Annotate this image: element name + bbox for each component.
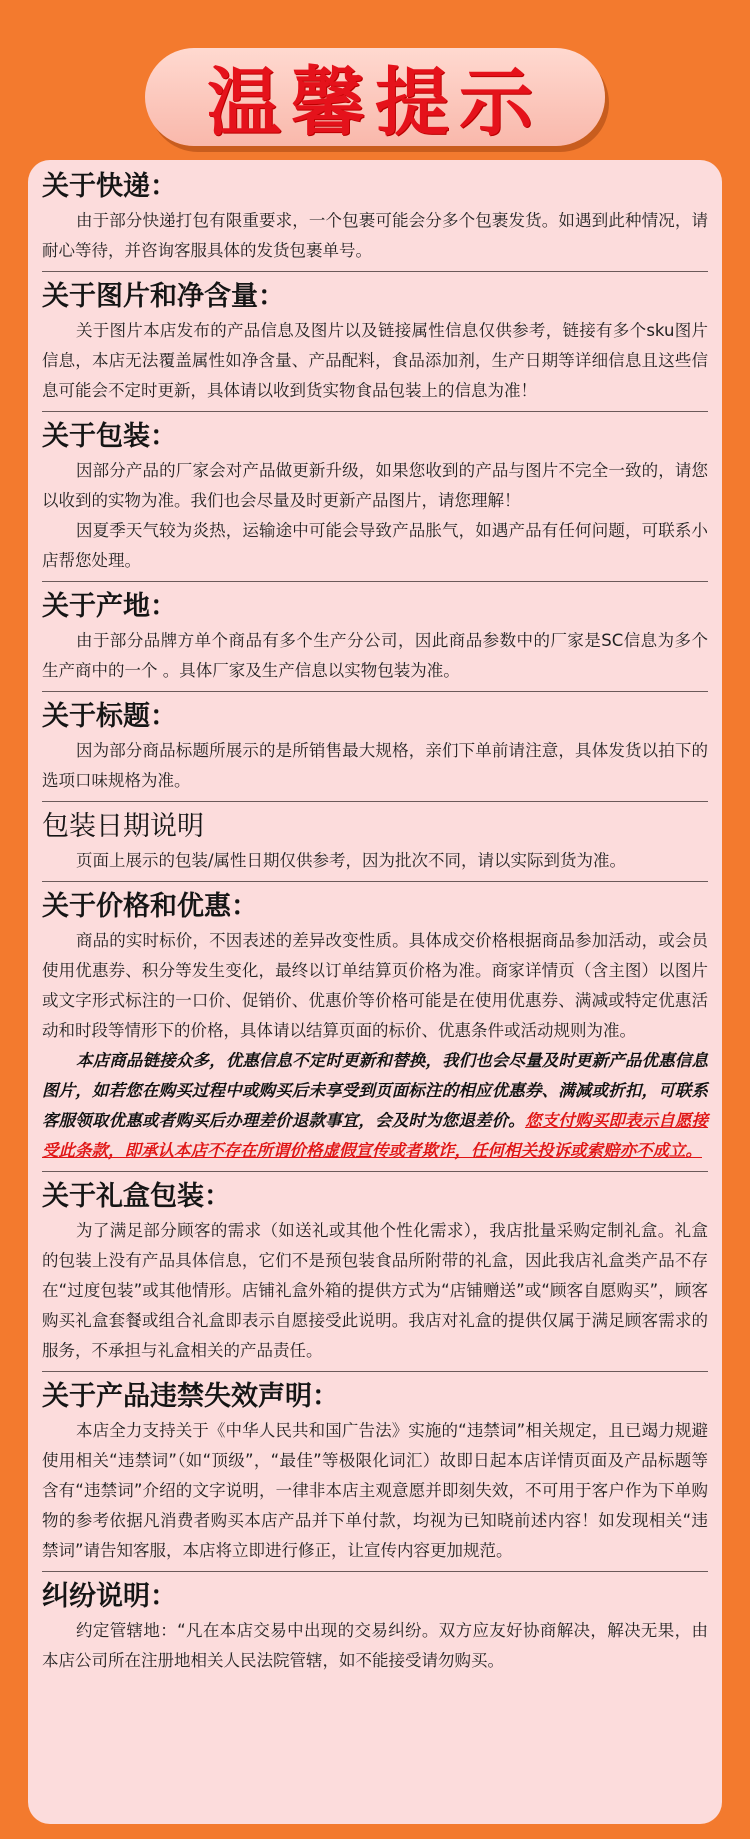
section-express bbox=[42, 168, 708, 272]
section-title: 关于礼盒包装： bbox=[42, 1181, 231, 1212]
section-title: 关于标题： bbox=[42, 701, 177, 732]
notice-panel bbox=[28, 160, 722, 1824]
section-text: 关于图片本店发布的产品信息及图片以及链接属性信息仅供参考，链接有多个sku图片信息，本店无法覆盖属性如净含量、产品配料，食品添加剂，生产日期等详细信息且这些信息可能会不定时更新，具体请以收到货实物食品包装上的信息为准！ bbox=[42, 321, 708, 400]
section-title: 纠纷说明： bbox=[42, 1581, 177, 1612]
section-text: 为了满足部分顾客的需求（如送礼或其他个性化需求），我店批量采购定制礼盒。礼盒的包装上没有产品具体信息，它们不是预包装食品所附带的礼盒，因此我店礼盒类产品不存在“过度包装”或其他情形。店铺礼盒外箱的提供方式为“店铺赠送”或“顾客自愿购买”，顾客购买礼盒套餐或组合礼盒即表示自愿接受此说明。我店对礼盒的提供仅属于满足顾客需求的服务，不承担与礼盒相关的产品责任。 bbox=[42, 1221, 708, 1360]
section-text: 页面上展示的包装/属性日期仅供参考，因为批次不同，请以实际到货为准。 bbox=[76, 851, 627, 870]
section-title: 关于产地： bbox=[42, 591, 177, 622]
section-images bbox=[42, 278, 708, 412]
header-banner bbox=[145, 48, 605, 146]
section-text: 因部分产品的厂家会对产品做更新升级，如果您收到的产品与图片不完全一致的，请您以收到的实物为准。我们也会尽量及时更新产品图片，请您理解！ bbox=[42, 461, 708, 510]
pricing-notice-red: 您支付购买即表示自愿接受此条款，即承认本店不存在所谓价格虚假宣传或者欺诈，任何相关投诉或索赔亦不成立。 bbox=[42, 1111, 709, 1160]
section-title: 关于价格和优惠： bbox=[42, 891, 258, 922]
section-titles bbox=[42, 698, 708, 802]
section-title: 关于包装： bbox=[42, 421, 177, 452]
section-dispute bbox=[42, 1578, 708, 1676]
section-title: 关于产品违禁失效声明： bbox=[42, 1381, 339, 1412]
section-packaging bbox=[42, 418, 708, 582]
page-title: 温馨提示 bbox=[207, 60, 543, 146]
section-text: 商品的实时标价，不因表述的差异改变性质。具体成交价格根据商品参加活动，或会员使用优惠券、积分等发生变化，最终以订单结算页价格为准。商家详情页（含主图）以图片或文字形式标注的一口价、促销价、优惠价等价格可能是在使用优惠券、满减或特定优惠活动和时段等情形下的价格，具体请以结算页面的标价、优惠条件或活动规则为准。 bbox=[42, 931, 708, 1040]
section-title: 包装日期说明 bbox=[42, 811, 204, 842]
section-text: 因为部分商品标题所展示的是所销售最大规格，亲们下单前请注意，具体发货以拍下的选项口味规格为准。 bbox=[42, 741, 708, 790]
pricing-notice bbox=[42, 1046, 708, 1166]
section-giftbox bbox=[42, 1178, 708, 1372]
section-title: 关于快递： bbox=[42, 171, 177, 202]
section-prohibited-words bbox=[42, 1378, 708, 1572]
section-text: 由于部分品牌方单个商品有多个生产分公司，因此商品参数中的厂家是SC信息为多个生产商中的一个 。具体厂家及生产信息以实物包装为准。 bbox=[42, 631, 708, 680]
section-text: 本店全力支持关于《中华人民共和国广告法》实施的“违禁词”相关规定，且已竭力规避使用相关“违禁词”（如“顶级”，“最佳”等极限化词汇）故即日起本店详情页面及产品标题等含有“违禁词”介绍的文字说明，一律非本店主观意愿并即刻失效，不可用于客户作为下单购物的参考依据凡消费者购买本店产品并下单付款，均视为已知晓前述内容！如发现相关“违禁词”请告知客服，本店将立即进行修正，让宣传内容更加规范。 bbox=[42, 1421, 708, 1560]
section-text: 因夏季天气较为炎热，运输途中可能会导致产品胀气，如遇产品有任何问题，可联系小店帮您处理。 bbox=[42, 521, 708, 570]
section-origin bbox=[42, 588, 708, 692]
pricing-notice-bold: 本店商品链接众多，优惠信息不定时更新和替换，我们也会尽量及时更新产品优惠信息图片，如若您在购买过程中或购买后未享受到页面标注的相应优惠券、满减或折扣，可联系客服领取优惠或者购买后办理差价退款事宜，会及时为您退差价。 bbox=[42, 1051, 708, 1130]
section-title: 关于图片和净含量： bbox=[42, 281, 285, 312]
section-date bbox=[42, 808, 708, 882]
section-text: 约定管辖地：“凡在本店交易中出现的交易纠纷。双方应友好协商解决，解决无果，由本店公司所在注册地相关人民法院管辖，如不能接受请勿购买。 bbox=[42, 1621, 708, 1670]
section-text: 由于部分快递打包有限重要求，一个包裹可能会分多个包裹发货。如遇到此种情况，请耐心等待，并咨询客服具体的发货包裹单号。 bbox=[42, 211, 708, 260]
section-pricing bbox=[42, 888, 708, 1172]
